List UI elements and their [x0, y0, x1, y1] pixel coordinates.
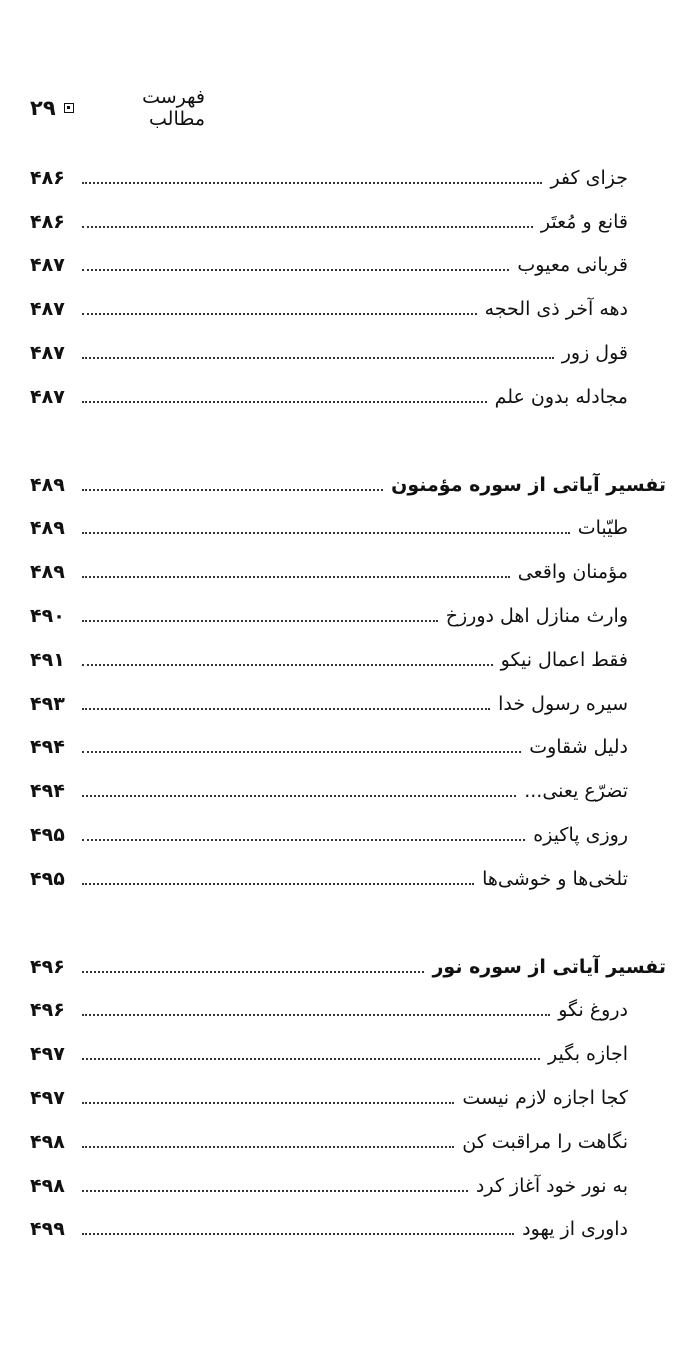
entry-title: تضرّع یعنی...	[524, 780, 628, 803]
dot-leader	[82, 620, 438, 622]
dot-leader	[82, 795, 516, 797]
entry-title: دروغ نگو	[558, 999, 628, 1022]
entry-title: مجادله بدون علم	[494, 385, 628, 408]
dot-leader	[82, 401, 487, 403]
entry-title: کجا اجازه لازم نیست	[462, 1087, 628, 1110]
toc-heading	[30, 945, 666, 989]
entry-title: تلخی‌ها و خوشی‌ها	[482, 867, 628, 890]
toc-entry	[30, 1120, 666, 1164]
toc-entry	[30, 638, 666, 682]
toc-entry	[30, 1208, 666, 1252]
dot-leader	[82, 532, 570, 534]
dot-leader	[82, 839, 525, 841]
toc-heading	[30, 463, 666, 507]
square-ornament-icon	[64, 103, 74, 113]
entry-title: مؤمنان واقعی	[517, 561, 628, 584]
toc-entry	[30, 287, 666, 331]
toc-entry	[30, 769, 666, 813]
dot-leader	[82, 1014, 550, 1016]
entry-page-number: ۴۸۶	[30, 166, 65, 189]
entry-page-number: ۴۹۶	[30, 999, 65, 1022]
header-title: فهرست مطالب	[142, 86, 205, 130]
entry-title: دلیل شقاوت	[529, 736, 628, 759]
entry-title: تفسیر آیاتی از سوره مؤمنون	[391, 473, 666, 496]
dot-leader	[82, 313, 477, 315]
entry-page-number: ۴۹۸	[30, 1130, 65, 1153]
entry-title: وارث منازل اهل دورزخ	[445, 605, 628, 628]
entry-page-number: ۴۸۹	[30, 517, 65, 540]
dot-leader	[82, 1102, 454, 1104]
toc-entry	[30, 375, 666, 419]
dot-leader	[82, 1146, 454, 1148]
entry-page-number: ۴۸۹	[30, 473, 65, 496]
entry-page-number: ۴۹۷	[30, 1087, 65, 1110]
dot-leader	[82, 971, 424, 973]
dot-leader	[82, 708, 490, 710]
entry-page-number: ۴۸۹	[30, 561, 65, 584]
table-of-contents	[30, 156, 666, 1251]
entry-title: قول زور	[561, 342, 628, 365]
toc-entry	[30, 594, 666, 638]
dot-leader	[82, 883, 474, 885]
entry-page-number: ۴۸۷	[30, 254, 65, 277]
toc-section	[30, 156, 666, 419]
entry-page-number: ۴۸۶	[30, 210, 65, 233]
entry-title: قانع و مُعتَر	[540, 210, 628, 233]
toc-entry	[30, 1076, 666, 1120]
entry-page-number: ۴۹۹	[30, 1218, 65, 1241]
dot-leader	[82, 576, 510, 578]
header-page-number: ۲۹	[30, 96, 56, 120]
toc-entry	[30, 507, 666, 551]
entry-title: تفسیر آیاتی از سوره نور	[432, 955, 666, 978]
entry-page-number: ۴۹۷	[30, 1043, 65, 1066]
entry-page-number: ۴۹۰	[30, 605, 65, 628]
toc-entry	[30, 550, 666, 594]
dot-leader	[82, 357, 554, 359]
toc-entry	[30, 726, 666, 770]
entry-title: دهه آخر ذی الحجه	[484, 298, 628, 321]
toc-entry	[30, 156, 666, 200]
dot-leader	[82, 1190, 468, 1192]
toc-entry	[30, 989, 666, 1033]
dot-leader	[82, 182, 542, 184]
toc-entry	[30, 244, 666, 288]
toc-section	[30, 945, 666, 1252]
dot-leader	[82, 1058, 540, 1060]
toc-entry	[30, 200, 666, 244]
entry-title: سیره رسول خدا	[498, 692, 628, 715]
entry-page-number: ۴۹۵	[30, 867, 65, 890]
toc-section	[30, 463, 666, 901]
toc-entry	[30, 331, 666, 375]
dot-leader	[82, 269, 509, 271]
entry-page-number: ۴۸۷	[30, 342, 65, 365]
entry-title: قربانی معیوب	[517, 254, 628, 277]
dot-leader	[82, 489, 383, 491]
entry-page-number: ۴۸۷	[30, 298, 65, 321]
toc-entry	[30, 682, 666, 726]
toc-entry	[30, 857, 666, 901]
entry-title: به نور خود آغاز کرد	[475, 1174, 628, 1197]
dot-leader	[82, 664, 493, 666]
running-header	[30, 86, 205, 130]
entry-title: طیّبات	[577, 517, 628, 540]
entry-page-number: ۴۹۴	[30, 736, 65, 759]
entry-title: جزای کفر	[550, 166, 628, 189]
dot-leader	[82, 226, 533, 228]
entry-page-number: ۴۹۶	[30, 955, 65, 978]
dot-leader	[82, 1233, 514, 1235]
entry-page-number: ۴۹۴	[30, 780, 65, 803]
entry-title: نگاهت را مراقبت کن	[462, 1130, 628, 1153]
entry-page-number: ۴۸۷	[30, 385, 65, 408]
toc-entry	[30, 1032, 666, 1076]
entry-title: داوری از یهود	[522, 1218, 628, 1241]
entry-page-number: ۴۹۵	[30, 824, 65, 847]
entry-page-number: ۴۹۸	[30, 1174, 65, 1197]
toc-entry	[30, 1164, 666, 1208]
entry-title: اجازه بگیر	[548, 1043, 628, 1066]
entry-page-number: ۴۹۱	[30, 648, 65, 671]
toc-entry	[30, 813, 666, 857]
dot-leader	[82, 751, 521, 753]
entry-title: فقط اعمال نیکو	[500, 648, 628, 671]
entry-page-number: ۴۹۳	[30, 692, 65, 715]
entry-title: روزی پاکیزه	[533, 824, 628, 847]
